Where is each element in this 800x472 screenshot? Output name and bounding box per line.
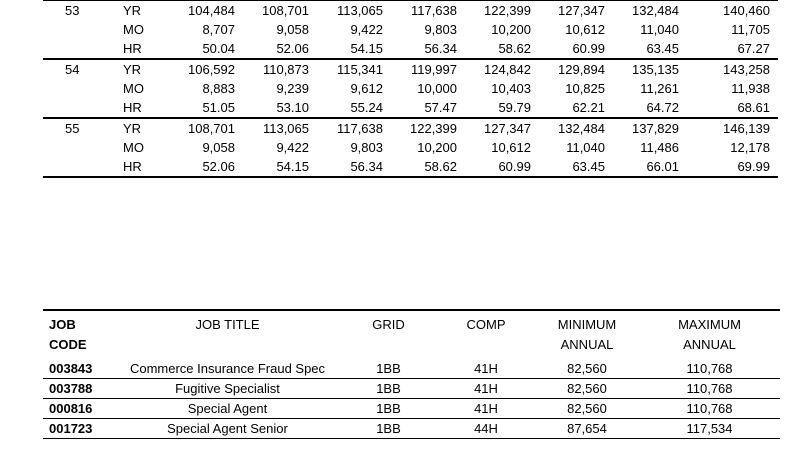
salary-unit: HR — [123, 100, 142, 115]
salary-step-value: 60.99 — [572, 41, 605, 56]
salary-step-value: 67.27 — [737, 41, 770, 56]
salary-step-value: 51.05 — [202, 100, 235, 115]
salary-step-value: 52.06 — [169, 157, 243, 177]
salary-unit: YR — [117, 1, 169, 21]
salary-step-value: 113,065 — [243, 118, 317, 138]
salary-row — [43, 39, 778, 59]
salary-step-value: 11,040 — [566, 140, 605, 155]
job-title: Fugitive Specialist — [115, 379, 340, 399]
header-maximum-annual — [639, 310, 780, 357]
salary-grade — [43, 79, 117, 98]
job-maximum-annual: 110,768 — [639, 379, 780, 399]
job-grid: 1BB — [340, 379, 437, 399]
header-minimum-line1: MINIMUM — [557, 317, 617, 332]
job-title: Special Agent Senior — [115, 419, 340, 439]
salary-step-value: 63.45 — [646, 41, 679, 56]
salary-row — [43, 118, 778, 138]
job-row — [43, 419, 780, 439]
salary-step-value: 66.01 — [613, 157, 687, 177]
header-maximum-line2: ANNUAL — [683, 337, 736, 352]
salary-step-value: 132,484 — [613, 1, 687, 21]
salary-step-value: 9,803 — [350, 140, 383, 155]
salary-step-value: 119,997 — [391, 59, 465, 79]
header-job-title: JOB TITLE — [195, 317, 260, 332]
salary-step-value: 106,592 — [169, 59, 243, 79]
salary-unit: HR — [117, 157, 169, 177]
salary-step-value: 59.79 — [498, 100, 531, 115]
salary-step-value: 124,842 — [465, 59, 539, 79]
salary-step-value: 9,058 — [276, 22, 309, 37]
salary-step-value: 9,058 — [202, 140, 235, 155]
salary-step-value: 60.99 — [465, 157, 539, 177]
salary-grade — [43, 20, 117, 39]
salary-step-value: 54.15 — [350, 41, 383, 56]
job-comp: 44H — [437, 419, 535, 439]
header-job-code: JOB CODE — [49, 317, 87, 352]
job-row — [43, 357, 780, 379]
salary-step-value: 132,484 — [539, 118, 613, 138]
header-minimum-annual — [535, 310, 639, 357]
salary-step-value: 11,261 — [640, 81, 679, 96]
salary-unit: MO — [123, 81, 144, 96]
salary-step-value: 122,399 — [391, 118, 465, 138]
salary-step-value: 54.15 — [243, 157, 317, 177]
salary-step-value: 9,239 — [276, 81, 309, 96]
salary-row — [43, 138, 778, 157]
header-maximum-line1: MAXIMUM — [678, 317, 741, 332]
salary-step-value: 11,040 — [640, 22, 679, 37]
salary-step-value: 55.24 — [350, 100, 383, 115]
salary-step-value: 115,341 — [317, 59, 391, 79]
salary-step-value: 8,883 — [202, 81, 235, 96]
salary-row — [43, 98, 778, 118]
salary-step-value: 11,705 — [731, 22, 770, 37]
job-grid: 1BB — [340, 419, 437, 439]
job-maximum-annual: 117,534 — [639, 419, 780, 439]
salary-unit: HR — [123, 41, 142, 56]
salary-step-value: 117,638 — [317, 118, 391, 138]
salary-grade — [43, 39, 117, 59]
salary-step-value: 135,135 — [613, 59, 687, 79]
salary-row — [43, 79, 778, 98]
salary-unit: YR — [117, 118, 169, 138]
salary-step-value: 9,422 — [276, 140, 309, 155]
salary-step-value: 56.34 — [317, 157, 391, 177]
job-minimum-annual: 87,654 — [535, 419, 639, 439]
salary-grade: 54 — [43, 59, 117, 79]
salary-step-value: 137,829 — [613, 118, 687, 138]
salary-step-value: 143,258 — [687, 59, 778, 79]
job-comp: 41H — [437, 379, 535, 399]
job-maximum-annual: 110,768 — [639, 357, 780, 379]
salary-step-value: 50.04 — [202, 41, 235, 56]
job-title: Commerce Insurance Fraud Spec — [115, 357, 340, 379]
salary-step-value: 127,347 — [539, 1, 613, 21]
salary-step-value: 68.61 — [737, 100, 770, 115]
job-table-header-row — [43, 310, 780, 357]
salary-step-value: 58.62 — [391, 157, 465, 177]
salary-step-value: 56.34 — [424, 41, 457, 56]
salary-step-value: 146,139 — [687, 118, 778, 138]
salary-step-value: 10,612 — [565, 22, 605, 37]
salary-step-value: 11,486 — [640, 140, 679, 155]
salary-row — [43, 20, 778, 39]
job-title: Special Agent — [115, 399, 340, 419]
salary-step-value: 9,803 — [424, 22, 457, 37]
job-grid: 1BB — [340, 399, 437, 419]
job-code: 000816 — [43, 399, 115, 419]
salary-step-value: 127,347 — [465, 118, 539, 138]
salary-step-value: 117,638 — [391, 1, 465, 21]
job-minimum-annual: 82,560 — [535, 357, 639, 379]
salary-step-value: 104,484 — [169, 1, 243, 21]
salary-step-value: 52.06 — [276, 41, 309, 56]
job-classification-table — [43, 309, 780, 439]
salary-grade: 55 — [43, 118, 117, 138]
salary-step-value: 140,460 — [687, 1, 778, 21]
header-minimum-line2: ANNUAL — [560, 337, 614, 352]
job-maximum-annual: 110,768 — [639, 399, 780, 419]
salary-step-value: 64.72 — [646, 100, 679, 115]
salary-step-value: 9,422 — [350, 22, 383, 37]
job-minimum-annual: 82,560 — [535, 399, 639, 419]
job-comp: 41H — [437, 357, 535, 379]
job-table-body — [43, 357, 780, 439]
salary-row — [43, 59, 778, 79]
salary-unit: YR — [117, 59, 169, 79]
salary-step-value: 69.99 — [687, 157, 778, 177]
salary-step-value: 62.21 — [572, 100, 605, 115]
salary-step-value: 10,825 — [565, 81, 605, 96]
salary-step-value: 57.47 — [424, 100, 457, 115]
salary-step-value: 53.10 — [276, 100, 309, 115]
salary-step-value: 8,707 — [202, 22, 235, 37]
salary-step-value: 129,894 — [539, 59, 613, 79]
salary-grade: 53 — [43, 1, 117, 21]
salary-grade — [43, 98, 117, 118]
job-code: 001723 — [43, 419, 115, 439]
salary-step-value: 58.62 — [498, 41, 531, 56]
salary-step-value: 110,873 — [243, 59, 317, 79]
job-row — [43, 379, 780, 399]
salary-step-value: 113,065 — [317, 1, 391, 21]
salary-step-value: 11,938 — [731, 81, 770, 96]
salary-step-value: 63.45 — [539, 157, 613, 177]
salary-step-value: 12,178 — [730, 140, 770, 155]
salary-step-value: 10,200 — [417, 140, 457, 155]
job-comp: 41H — [437, 399, 535, 419]
job-row — [43, 399, 780, 419]
job-grid: 1BB — [340, 357, 437, 379]
job-code: 003788 — [43, 379, 115, 399]
salary-step-value: 10,403 — [491, 81, 531, 96]
salary-step-value: 108,701 — [243, 1, 317, 21]
header-grid: GRID — [372, 317, 405, 332]
salary-grade — [43, 157, 117, 177]
header-comp: COMP — [466, 317, 506, 332]
salary-step-value: 10,200 — [491, 22, 531, 37]
salary-grade — [43, 138, 117, 157]
salary-row — [43, 1, 778, 21]
salary-row — [43, 157, 778, 177]
salary-unit: MO — [123, 140, 144, 155]
salary-range-table — [43, 0, 778, 178]
salary-step-value: 122,399 — [465, 1, 539, 21]
job-code: 003843 — [43, 357, 115, 379]
salary-step-value: 108,701 — [169, 118, 243, 138]
salary-step-value: 10,000 — [417, 81, 457, 96]
salary-step-value: 10,612 — [491, 140, 531, 155]
salary-unit: MO — [123, 22, 144, 37]
salary-step-value: 9,612 — [350, 81, 383, 96]
job-minimum-annual: 82,560 — [535, 379, 639, 399]
salary-table-body — [43, 1, 778, 178]
